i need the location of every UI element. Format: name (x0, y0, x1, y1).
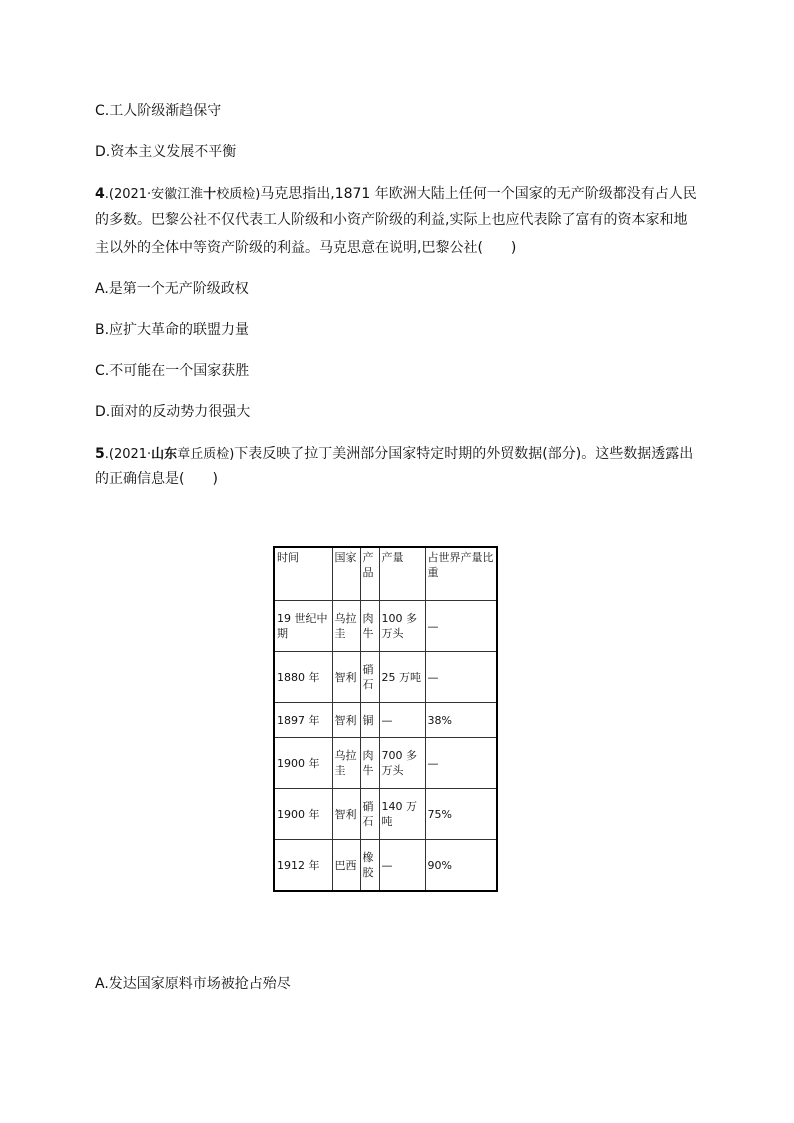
question-4-option-c: C.不可能在一个国家获胜 (95, 363, 250, 379)
option-c-prev: C.工人阶级渐趋保守 (95, 103, 222, 119)
table-cell: 38% (425, 703, 497, 738)
table-cell: 智利 (332, 703, 360, 738)
question-4-source: .(2021·安徽江淮十校质检) (104, 187, 261, 202)
table-cell: 1880 年 (274, 652, 332, 703)
table-row (274, 652, 497, 703)
question-4-line-2: 的多数。巴黎公社不仅代表工人阶级和小资产阶级的利益,实际上也应代表除了富有的资本家和地 (95, 212, 688, 228)
table-cell: 1912 年 (274, 840, 332, 892)
question-4-option-a: A.是第一个无产阶级政权 (95, 281, 249, 297)
table-cell: 橡胶 (360, 840, 379, 892)
table-cell: — (425, 601, 497, 652)
table-header-cell: 国家 (332, 547, 360, 601)
table-cell: 智利 (332, 789, 360, 840)
table-cell: 75% (425, 789, 497, 840)
table-row (274, 789, 497, 840)
table-cell: — (425, 652, 497, 703)
table-header-cell: 产量 (379, 547, 425, 601)
table-cell: 铜 (360, 703, 379, 738)
table-cell: — (379, 840, 425, 892)
table-row (274, 738, 497, 789)
table-row (274, 840, 497, 892)
option-d-prev: D.资本主义发展不平衡 (95, 144, 237, 160)
question-5-line-2: 的正确信息是( ) (95, 471, 218, 487)
table-cell: 19 世纪中期 (274, 601, 332, 652)
question-5-source: .(2021·山东章丘质检) (104, 447, 235, 462)
table-row (274, 703, 497, 738)
question-5-line-1 (95, 443, 705, 466)
table-cell: 1900 年 (274, 738, 332, 789)
table-cell: 100 多万头 (379, 601, 425, 652)
table-cell: 乌拉圭 (332, 738, 360, 789)
table-cell: 肉牛 (360, 601, 379, 652)
table-cell: 肉牛 (360, 738, 379, 789)
table-header-row (274, 547, 497, 601)
table-cell: 1897 年 (274, 703, 332, 738)
table-row (274, 601, 497, 652)
question-5-text-1: 下表反映了拉丁美洲部分国家特定时期的外贸数据(部分)。这些数据透露出 (234, 446, 694, 462)
table-cell: 700 多万头 (379, 738, 425, 789)
table-cell: — (379, 703, 425, 738)
table-cell: 智利 (332, 652, 360, 703)
table-cell: — (425, 738, 497, 789)
table-header-cell: 产品 (360, 547, 379, 601)
table-cell: 1900 年 (274, 789, 332, 840)
table-cell: 90% (425, 840, 497, 892)
table-header-cell: 时间 (274, 547, 332, 601)
question-4-option-d: D.面对的反动势力很强大 (95, 404, 251, 420)
table-cell: 硝石 (360, 652, 379, 703)
question-4-text-1: 马克思指出,1871 年欧洲大陆上任何一个国家的无产阶级都没有占人民 (260, 186, 697, 202)
question-4-line-1 (95, 183, 705, 206)
trade-data-table (273, 546, 498, 892)
question-4-number: 4 (95, 186, 105, 202)
question-4-option-b: B.应扩大革命的联盟力量 (95, 322, 250, 338)
question-5-option-a: A.发达国家原料市场被抢占殆尽 (95, 976, 291, 992)
table-cell: 乌拉圭 (332, 601, 360, 652)
question-5-number: 5 (95, 446, 105, 462)
table-cell: 巴西 (332, 840, 360, 892)
question-4-line-3: 主以外的全体中等资产阶级的利益。马克思意在说明,巴黎公社( ) (95, 240, 517, 256)
table-header-cell: 占世界产量比重 (425, 547, 497, 601)
table-cell: 140 万吨 (379, 789, 425, 840)
table-cell: 25 万吨 (379, 652, 425, 703)
table-cell: 硝石 (360, 789, 379, 840)
